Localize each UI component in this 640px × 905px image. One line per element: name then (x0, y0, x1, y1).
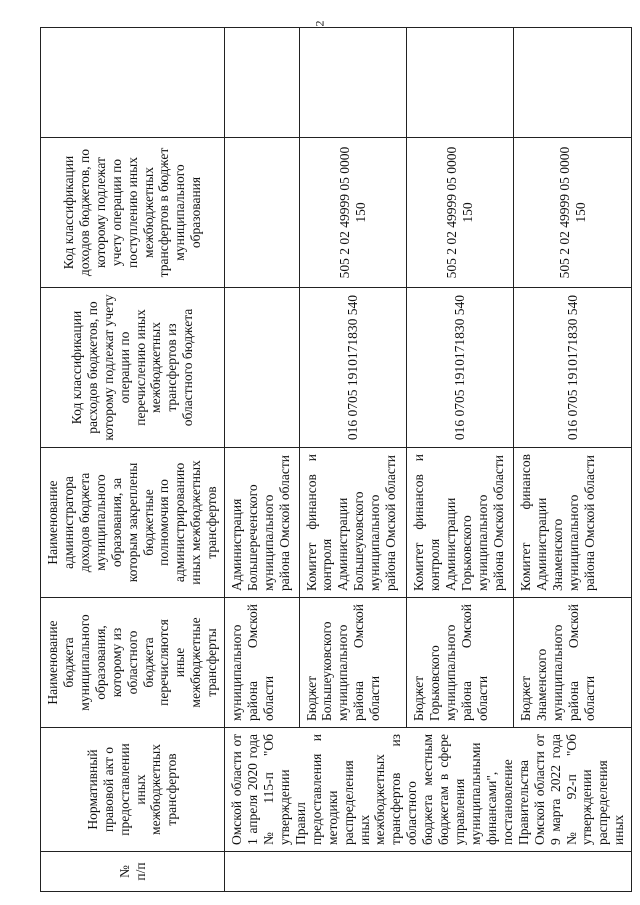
header-blank (41, 28, 225, 138)
expense-code-cell: 016 0705 1910171830 540 (299, 288, 406, 448)
header-act: Нормативный правовой акт о предоставлении иных межбюджетных трансфертов (41, 728, 225, 852)
number-cell (225, 852, 632, 892)
income-code-cell (225, 138, 299, 288)
table-row (225, 28, 299, 892)
income-code-cell: 505 2 02 49999 05 0000 150 (407, 138, 514, 288)
act-cell (225, 728, 632, 852)
budget-cell: Бюджет Знаменского муниципального района Омской области (514, 598, 632, 728)
header-income-code: Код классификации доходов бюджетов, по которому подлежат учету операции по поступлению иных межбюджетных трансфертов в бюджет муниципального образования (41, 138, 225, 288)
act-text-part1: Омской области от 1 апреля 2020 года № 115-п "Об утверждении Правил предоставления и методики распределения иных межбюджетных трансфертов из областного бюджета местным бюджетам в сфере управления муниципальными финансами", (229, 734, 499, 845)
rotated-table-wrapper (40, 28, 627, 892)
expense-code-cell (225, 288, 299, 448)
header-admin: Наименование администратора доходов бюджета муниципального образования, за которым закреплены бюджетные полномочия по администрированию иных межбюджетных трансфертов (41, 448, 225, 598)
budget-cell: Бюджет Большеуковского муниципального района Омской области (299, 598, 406, 728)
header-budget: Наименование бюджета муниципального образования, которому из областного бюджета перечисляются иные межбюджетные трансферты (41, 598, 225, 728)
income-code-cell: 505 2 02 49999 05 0000 150 (299, 138, 406, 288)
table-header-row (41, 28, 225, 892)
blank-cell (225, 28, 299, 138)
header-number: № п/п (41, 852, 225, 892)
admin-cell: Комитет финансов и контроля Администрации Большеуковского муниципального района Омской области (299, 448, 406, 598)
budget-cell: муниципального района Омской области (225, 598, 299, 728)
admin-cell: Комитет финансов Администрации Знаменского муниципального района Омской области (514, 448, 632, 598)
admin-cell: Комитет финансов и контроля Администрации Горьковского муниципального района Омской области (407, 448, 514, 598)
income-code-cell: 505 2 02 49999 05 0000 150 (514, 138, 632, 288)
page-number-text: 2 (312, 20, 327, 27)
transfers-table (40, 27, 632, 892)
blank-cell (514, 28, 632, 138)
header-expense-code: Код классификации расходов бюджетов, по которому подлежат учету операции по перечислению иных межбюджетных трансфертов из областного бюджета (41, 288, 225, 448)
budget-cell: Бюджет Горьковского муниципального района Омской области (407, 598, 514, 728)
act-text-part2: постановление Правительства Омской области от 9 марта 2022 года № 92-п "Об утверждении распределения иных (499, 734, 627, 845)
admin-cell: Администрация Большереченского муниципального района Омской области (225, 448, 299, 598)
expense-code-cell: 016 0705 1910171830 540 (514, 288, 632, 448)
expense-code-cell: 016 0705 1910171830 540 (407, 288, 514, 448)
blank-cell (299, 28, 406, 138)
blank-cell (407, 28, 514, 138)
